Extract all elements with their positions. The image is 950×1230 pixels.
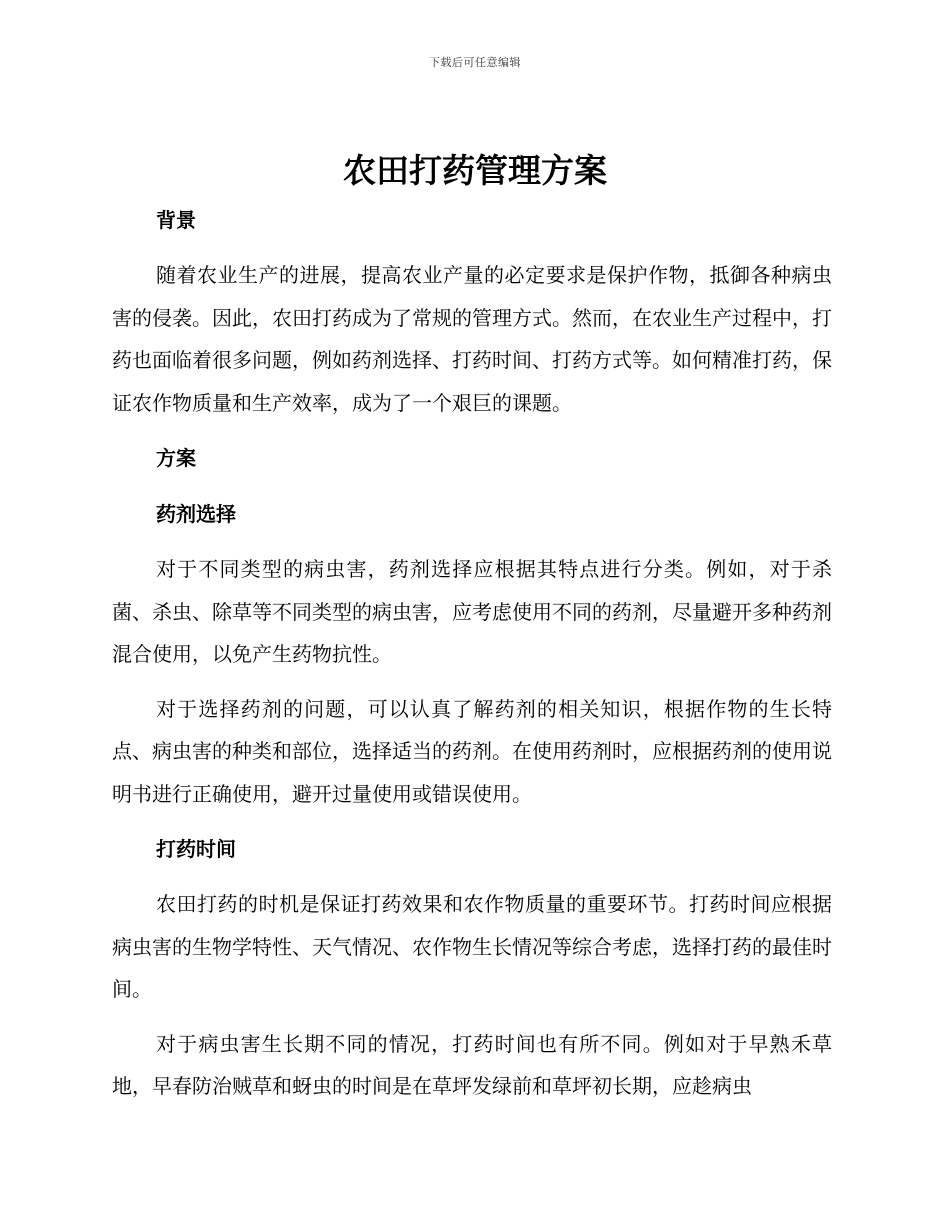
- document-body: [112, 198, 832, 1120]
- section-heading-background: 背景: [156, 208, 196, 232]
- header-note: 下载后可任意编辑: [429, 56, 521, 69]
- paragraph-spraying-time-1: 农田打药的时机是保证打药效果和农作物质量的重要环节。打药时间应根据病虫害的生物学特性、天气情况、农作物生长情况等综合考虑，选择打药的最佳时间。: [112, 892, 832, 1001]
- section-heading-spraying-time: 打药时间: [156, 837, 236, 861]
- paragraph-chemical-selection-1: 对于不同类型的病虫害，药剂选择应根据其特点进行分类。例如，对于杀菌、杀虫、除草等不同类型的病虫害，应考虑使用不同的药剂，尽量避开多种药剂混合使用，以免产生药物抗性。: [112, 557, 832, 666]
- section-heading-plan: 方案: [156, 446, 196, 470]
- section-heading-chemical-selection: 药剂选择: [156, 502, 236, 526]
- paragraph-spraying-time-2: 对于病虫害生长期不同的情况，打药时间也有所不同。例如对于早熟禾草地，早春防治贼草和蚜虫的时间是在草坪发绿前和草坪初长期，应趁病虫: [112, 1031, 832, 1098]
- paragraph-chemical-selection-2: 对于选择药剂的问题，可以认真了解药剂的相关知识，根据作物的生长特点、病虫害的种类和部位，选择适当的药剂。在使用药剂时，应根据药剂的使用说明书进行正确使用，避开过量使用或错误使用。: [112, 696, 832, 806]
- paragraph-background: 随着农业生产的进展，提高农业产量的必定要求是保护作物，抵御各种病虫害的侵袭。因此，农田打药成为了常规的管理方式。然而，在农业生产过程中，打药也面临着很多问题，例如药剂选择、打药时间、打药方式等。如何精准打药，保证农作物质量和生产效率，成为了一个艰巨的课题。: [112, 263, 832, 415]
- document-title: 农田打药管理方案: [343, 151, 607, 190]
